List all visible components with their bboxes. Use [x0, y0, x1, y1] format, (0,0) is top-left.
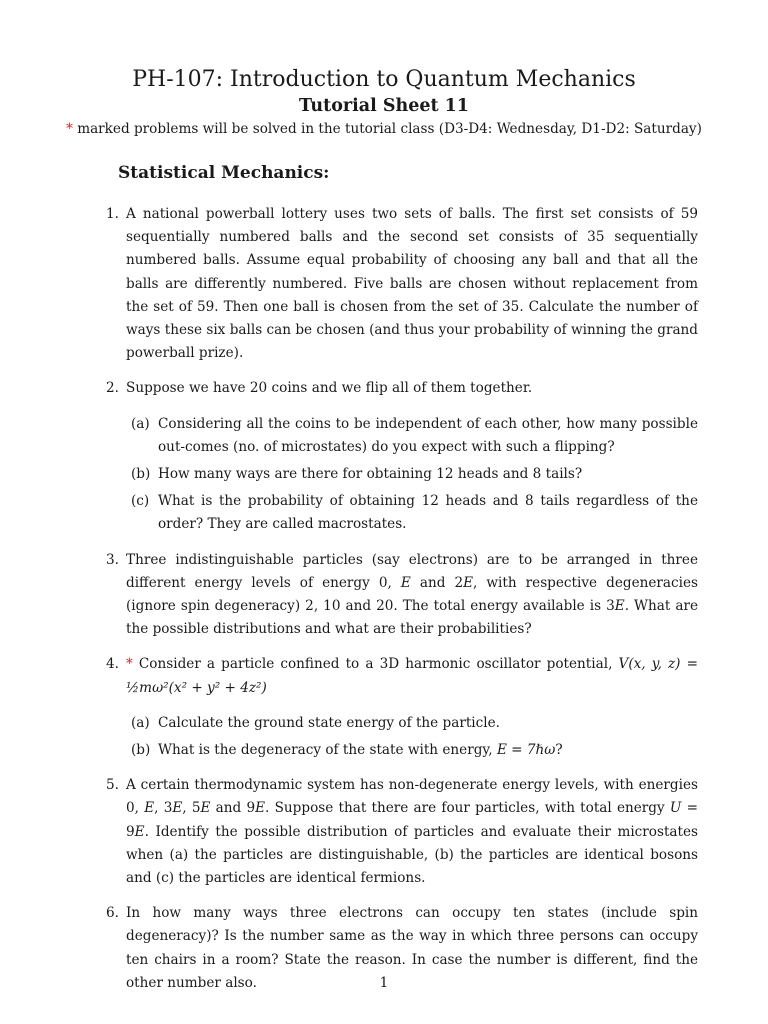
problem-text-part: . Suppose that there are four particles, with total energy: [265, 800, 665, 817]
problem-2: [106, 377, 698, 536]
problem-text-part: and 2: [419, 574, 464, 591]
problem-text: Consider a particle confined to a 3D harmonic oscillator potential,: [138, 656, 613, 673]
problem-4: [106, 653, 698, 762]
math-symbol: U: [669, 800, 682, 817]
problem-number: 5.: [106, 777, 119, 794]
subpart-text: What is the probability of obtaining 12 heads and 8 tails regardless of the order? They are called macrostates.: [158, 493, 698, 533]
math-symbol: E: [255, 800, 266, 817]
subpart-list: [131, 413, 698, 537]
math-symbol: E: [172, 800, 183, 817]
subpart-b: [131, 463, 698, 486]
subpart-text: What is the degeneracy of the state with energy,: [158, 742, 493, 759]
problem-text: In how many ways three electrons can occupy ten states (include spin degeneracy)? Is the number same as the way in which three persons can occupy ten chairs in a room? State the reason. In case the number is different, find the other number also.: [126, 905, 698, 991]
subpart-label: (c): [131, 493, 150, 510]
subpart-b: [131, 739, 698, 762]
math-symbol: E: [200, 800, 211, 817]
problem-1: [106, 203, 698, 365]
subpart-text: Considering all the coins to be independent of each other, how many possible out-comes (no. of microstates) do you expect with such a flipping?: [158, 415, 698, 455]
note-text: marked problems will be solved in the tutorial class (D3-D4: Wednesday, D1-D2: Saturday): [77, 121, 702, 137]
problem-text: A national powerball lottery uses two sets of balls. The first set consists of 59 sequentially numbered balls and the second set consists of 35 sequentially numbered balls. Assume equal probability of choosing any ball and that all the balls are differently numbered. Five balls are chosen without replacement from the set of 59. Then one ball is chosen from the set of 35. Calculate the number of ways these six balls can be chosen (and thus your probability of winning the grand powerball prize).: [126, 206, 698, 362]
subpart-text-end: ?: [555, 742, 563, 759]
section-title: Statistical Mechanics:: [118, 163, 330, 183]
subpart-label: (b): [131, 466, 151, 483]
problem-number: 4.: [106, 656, 119, 673]
problem-number: 1.: [106, 206, 119, 222]
page-title: PH-107: Introduction to Quantum Mechanics: [132, 67, 636, 92]
problem-text-part: , 5: [182, 800, 201, 817]
subpart-label: (b): [131, 742, 151, 759]
problem-number: 3.: [106, 551, 119, 568]
math-symbol: E: [134, 823, 145, 840]
potential-formula: V(x, y, z) = ½mω²(x² + y² + 4z²): [126, 656, 698, 696]
problem-text-part: . What are the possible distributions and what are their probabilities?: [126, 598, 698, 638]
problem-5: [106, 774, 699, 890]
energy-formula: E = 7ℏω: [496, 742, 556, 759]
problem-number: 2.: [106, 380, 119, 397]
problem-text-part: Three indistinguishable particles (say electrons) are to be arranged in three different energy levels of energy 0,: [126, 551, 698, 591]
problem-text-part: , 3: [154, 800, 173, 817]
math-symbol: E: [614, 598, 625, 615]
note-star: *: [66, 121, 73, 137]
problem-text-part: and 9: [215, 800, 256, 817]
problem-number: 6.: [106, 905, 119, 922]
subpart-c: [131, 490, 698, 536]
subpart-label: (a): [131, 714, 150, 731]
problem-text-part: . Identify the possible distribution of particles and evaluate their microstates when (a) the particles are distinguishable, (b) the particles are identical bosons and (c) the particles are identical fermions.: [126, 823, 698, 887]
page-number: 1: [379, 975, 389, 991]
math-symbol: E: [144, 800, 155, 817]
solved-in-class-star: *: [126, 656, 133, 673]
sheet-subtitle: Tutorial Sheet 11: [298, 96, 469, 116]
problem-list: [106, 203, 699, 995]
problem-text: Suppose we have 20 coins and we flip all of them together.: [126, 380, 533, 397]
problem-3: [106, 549, 698, 642]
problem-text-part: , with respective degeneracies (ignore spin degeneracy) 2, 10 and 20. The total energy available is 3: [126, 574, 698, 615]
subpart-a: [131, 712, 698, 735]
tutorial-note: [0, 120, 768, 138]
subpart-text: Calculate the ground state energy of the particle.: [158, 714, 500, 731]
problem-text-part: = 9: [126, 800, 699, 840]
subpart-a: [131, 413, 698, 459]
math-symbol: E: [400, 574, 411, 591]
problem-text-part: A certain thermodynamic system has non-degenerate energy levels, with energies 0,: [126, 777, 698, 817]
subpart-list: [131, 712, 698, 762]
subpart-text: How many ways are there for obtaining 12 heads and 8 tails?: [158, 466, 583, 483]
math-symbol: E: [463, 574, 474, 591]
subpart-label: (a): [131, 415, 150, 432]
